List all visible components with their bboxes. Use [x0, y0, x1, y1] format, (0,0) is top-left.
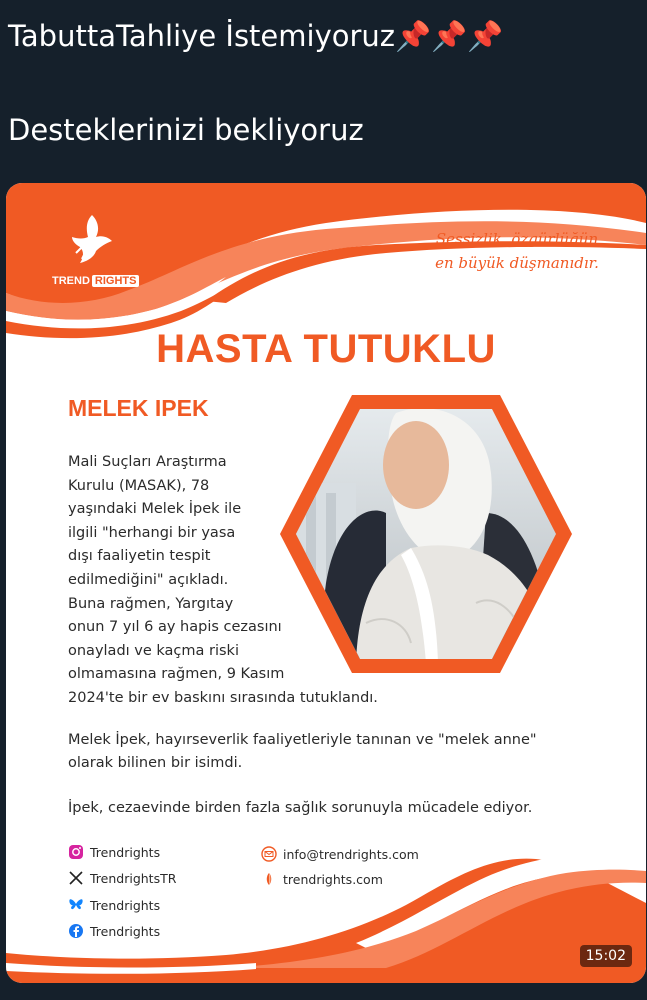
contact-bluesky-label: Trendrights	[90, 897, 161, 913]
contact-x-label: TrendrightsTR	[90, 870, 177, 886]
slogan	[402, 227, 632, 275]
contact-facebook-label: Trendrights	[90, 923, 161, 939]
tweet-text-line-2: Desteklerinizi bekliyoruz	[8, 113, 364, 147]
contact-web-label: trendrights.com	[283, 871, 383, 887]
body-line: dışı faaliyetin tespit	[68, 548, 211, 565]
body-paragraph-1	[68, 451, 408, 711]
body-line: onun 7 yıl 6 ay hapis cezasını	[68, 619, 282, 636]
poster-headline: HASTA TUTUKLU	[156, 327, 496, 371]
web-icon	[261, 871, 277, 887]
tweet-text-line-1: TabuttaTahliye İstemiyoruz📌📌📌	[8, 19, 504, 53]
body-paragraph-3: İpek, cezaevinde birden fazla sağlık sorunuyla mücadele ediyor.	[68, 800, 533, 816]
contact-web	[261, 871, 383, 887]
contact-x	[68, 870, 176, 886]
bluesky-icon	[68, 897, 84, 913]
body-line: yaşındaki Melek İpek ile	[68, 501, 242, 518]
instagram-icon	[68, 844, 84, 860]
contact-email	[261, 846, 419, 862]
body-line: Buna rağmen, Yargıtay	[68, 595, 234, 612]
body-line: edilmediğini" açıkladı.	[68, 571, 229, 588]
body-line: onayladı ve kaçma riski	[68, 642, 239, 659]
body-paragraph-2	[68, 729, 628, 775]
slogan-line-2: en büyük düşmanıdır.	[435, 254, 599, 272]
contact-instagram-label: Trendrights	[90, 844, 161, 860]
logo-text-trend: TREND	[52, 275, 90, 287]
person-name: MELEK IPEK	[68, 395, 209, 421]
body-line: 2024'te bir ev baskını sırasında tutuklandı.	[68, 689, 378, 706]
body-line: Mali Suçları Araştırma	[68, 454, 227, 470]
body-line: ilgili "herhangi bir yasa	[68, 524, 236, 541]
x-icon	[68, 870, 84, 886]
facebook-icon	[68, 923, 84, 939]
video-timestamp: 15:02	[580, 945, 632, 967]
email-icon	[261, 846, 277, 862]
contact-instagram	[68, 844, 160, 860]
contact-bluesky	[68, 897, 160, 913]
tweet-media-video[interactable]	[6, 183, 646, 983]
body-line: olarak bilinen bir isimdi.	[68, 755, 243, 771]
slogan-line-1: Sessizlik, özgürlüğün	[435, 230, 599, 248]
body-line: olmamasına rağmen, 9 Kasım	[68, 666, 285, 683]
dove-logo-icon	[68, 211, 116, 265]
body-line: Kurulu (MASAK), 78	[68, 477, 210, 494]
contact-facebook	[68, 923, 160, 939]
body-line: Melek İpek, hayırseverlik faaliyetleriyle tanınan ve "melek anne"	[68, 732, 537, 748]
trendrights-logo	[52, 211, 137, 288]
contact-email-label: info@trendrights.com	[283, 846, 419, 862]
logo-text-rights: RIGHTS	[92, 275, 140, 287]
